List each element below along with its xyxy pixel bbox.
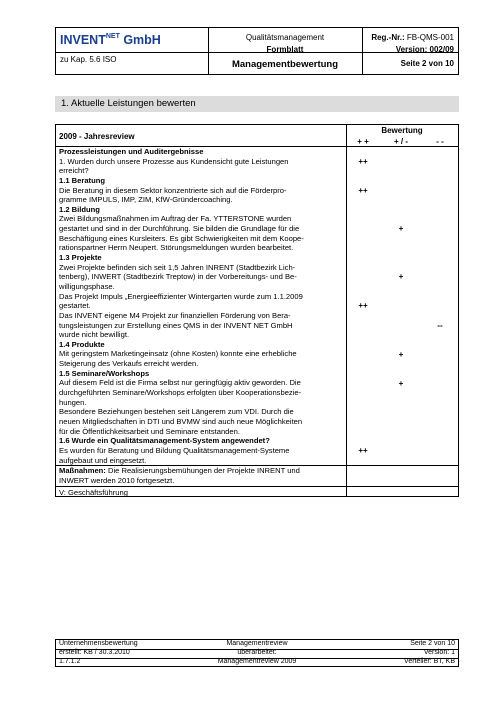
body-line: erreicht? <box>59 166 89 176</box>
body-line: Die Beratung in diesem Sektor konzentrierte sich auf die Förderpro- <box>59 185 287 195</box>
body-line: Zwei Projekte befinden sich seit 1,5 Jahren INRENT (Stadtbezirk Lich- <box>59 262 296 272</box>
body-line: Mit geringstem Marketingeinsatz (ohne Kosten) konnte eine erhebliche <box>59 349 297 359</box>
rating-mark: + <box>398 378 404 388</box>
body-line: willigungsphase. <box>59 281 115 291</box>
body-line: gestartet und sind in der Durchführung. Sie bilden die Grundlage für die <box>59 224 300 234</box>
footer-left-3: 1.7.1.2 <box>59 658 81 665</box>
doc-name: Managementbewertung <box>231 59 339 70</box>
section-title: 1. Aktuelle Leistungen bewerten <box>55 96 459 112</box>
rating-col-minusminus: - - <box>436 137 444 146</box>
body-line: tungsleistungen zur Erstellung eines QMS in der INVENT NET GmbH <box>59 320 293 330</box>
footer-left-2: erstellt: KB / 30.3.2010 <box>59 649 130 656</box>
body-line: Beschäftigung eines Kursleiters. Es gibt Schwierigkeiten mit dem Koope- <box>59 233 304 243</box>
rating-col-neutral: + / - <box>393 137 408 146</box>
footer-right-2: Version: 1 <box>423 649 455 656</box>
body-line: Zwei Bildungsmaßnahmen im Auftrag der Fa. YTTERSTONE wurden <box>59 214 292 224</box>
rating-col-plusplus: + + <box>357 137 369 146</box>
rating-mark: ++ <box>358 446 368 456</box>
body-line: für die Öffentlichkeitsarbeit und Seminare entstanden. <box>59 426 240 436</box>
footer-right-3: Verteiler: BT, KB <box>404 658 455 665</box>
reg-number: Reg.-Nr.: FB-QMS-001 <box>371 33 454 42</box>
body-line: neuen Mitgliedschaften in DTI und BVMW sind auch neue Möglichkeiten <box>59 416 303 426</box>
footer-left-1: Unternehmensbewertung <box>59 640 138 647</box>
rating-mark: ++ <box>358 156 368 166</box>
body-line: Auf diesem Feld ist die Firma selbst nur geringfügig aktiv geworden. Die <box>59 378 301 388</box>
body-line: tenberg), INWERT (Stadtbezirk Treptow) in der Vorbereitungs- und Be- <box>59 272 297 282</box>
table-header-year: 2009 - Jahresreview <box>59 132 135 141</box>
subsection-heading: 1.6 Wurde ein Qualitätsmanagement-System angewendet? <box>59 436 270 446</box>
version: Version: 002/09 <box>395 45 454 54</box>
rating-header: Bewertung <box>381 126 423 135</box>
page-number: Seite 2 von 10 <box>400 59 454 68</box>
body-line: 1. Wurden durch unsere Prozesse aus Kundensicht gute Leistungen <box>59 156 289 166</box>
subsection-heading: 1.1 Beratung <box>59 175 105 185</box>
body-line: wurde nicht bewilligt. <box>59 330 130 340</box>
body-line: aufgebaut und eingesetzt. <box>59 455 147 465</box>
chapter-reference: zu Kap. 5.6 ISO <box>60 54 117 64</box>
subsection-heading: 1.3 Projekte <box>59 253 102 263</box>
footer-right-1: Seite 2 von 10 <box>410 640 455 647</box>
subsection-heading: 1.5 Seminare/Workshops <box>59 368 150 378</box>
rating-mark: + <box>398 272 404 282</box>
body-line: Besondere Beziehungen bestehen seit Längerem zum VDI. Durch die <box>59 407 294 417</box>
company-name: $INVENT^{NET}$ GmbH <box>60 33 161 47</box>
body-line: rationspartner Herrn Neupert. Störungsmeldungen wurden bearbeitet. <box>59 243 294 253</box>
body-line: hungen. <box>59 397 87 407</box>
body-line: Das INVENT eigene M4 Projekt zur finanziellen Förderung von Bera- <box>59 310 291 320</box>
rating-mark: ++ <box>358 185 368 195</box>
body-line: gestartet. <box>59 301 91 311</box>
subsection-heading: Prozessleistungen und Auditergebnisse <box>59 147 204 156</box>
rating-mark: + <box>398 224 404 234</box>
document-footer <box>55 639 459 667</box>
subsection-heading: 1.4 Produkte <box>59 339 105 349</box>
body-line: durchgeführten Seminare/Workshops erfolgten über Kooperationsbezie- <box>59 388 302 398</box>
body-line: Steigerung des Verkaufs erreicht werden. <box>59 359 199 369</box>
document-header <box>55 27 459 75</box>
rating-mark: + <box>398 349 404 359</box>
footer-center-1: Managementreview <box>226 640 288 647</box>
footer-center-2: überarbeitet: <box>237 649 277 656</box>
doc-type: Formblatt <box>266 45 304 54</box>
rating-mark: -- <box>437 320 443 330</box>
review-table <box>55 124 459 497</box>
footer-center-3: Managementreview 2009 <box>217 658 297 665</box>
rating-mark: ++ <box>358 301 368 311</box>
measures: Maßnahmen: Die Realisierungsbemühungen der Projekte INRENT und INWERT werden 2010 fortgesetzt. <box>59 466 300 485</box>
body-line: gramme IMPULS, IMP, ZIM, KfW-Gründercoaching. <box>59 195 233 205</box>
qm-title: Qualitätsmanagement <box>245 33 325 42</box>
body-line: Es wurden für Beratung und Bildung Qualitätsmanagement-Systeme <box>59 445 290 455</box>
subsection-heading: 1.2 Bildung <box>59 204 100 214</box>
responsible: V: Geschäftsführung <box>59 488 128 497</box>
review-body <box>59 147 344 465</box>
body-line: Das Projekt Impuls „Energieeffizienter Wintergarten wurde zum 1.1.2009 <box>59 291 303 301</box>
